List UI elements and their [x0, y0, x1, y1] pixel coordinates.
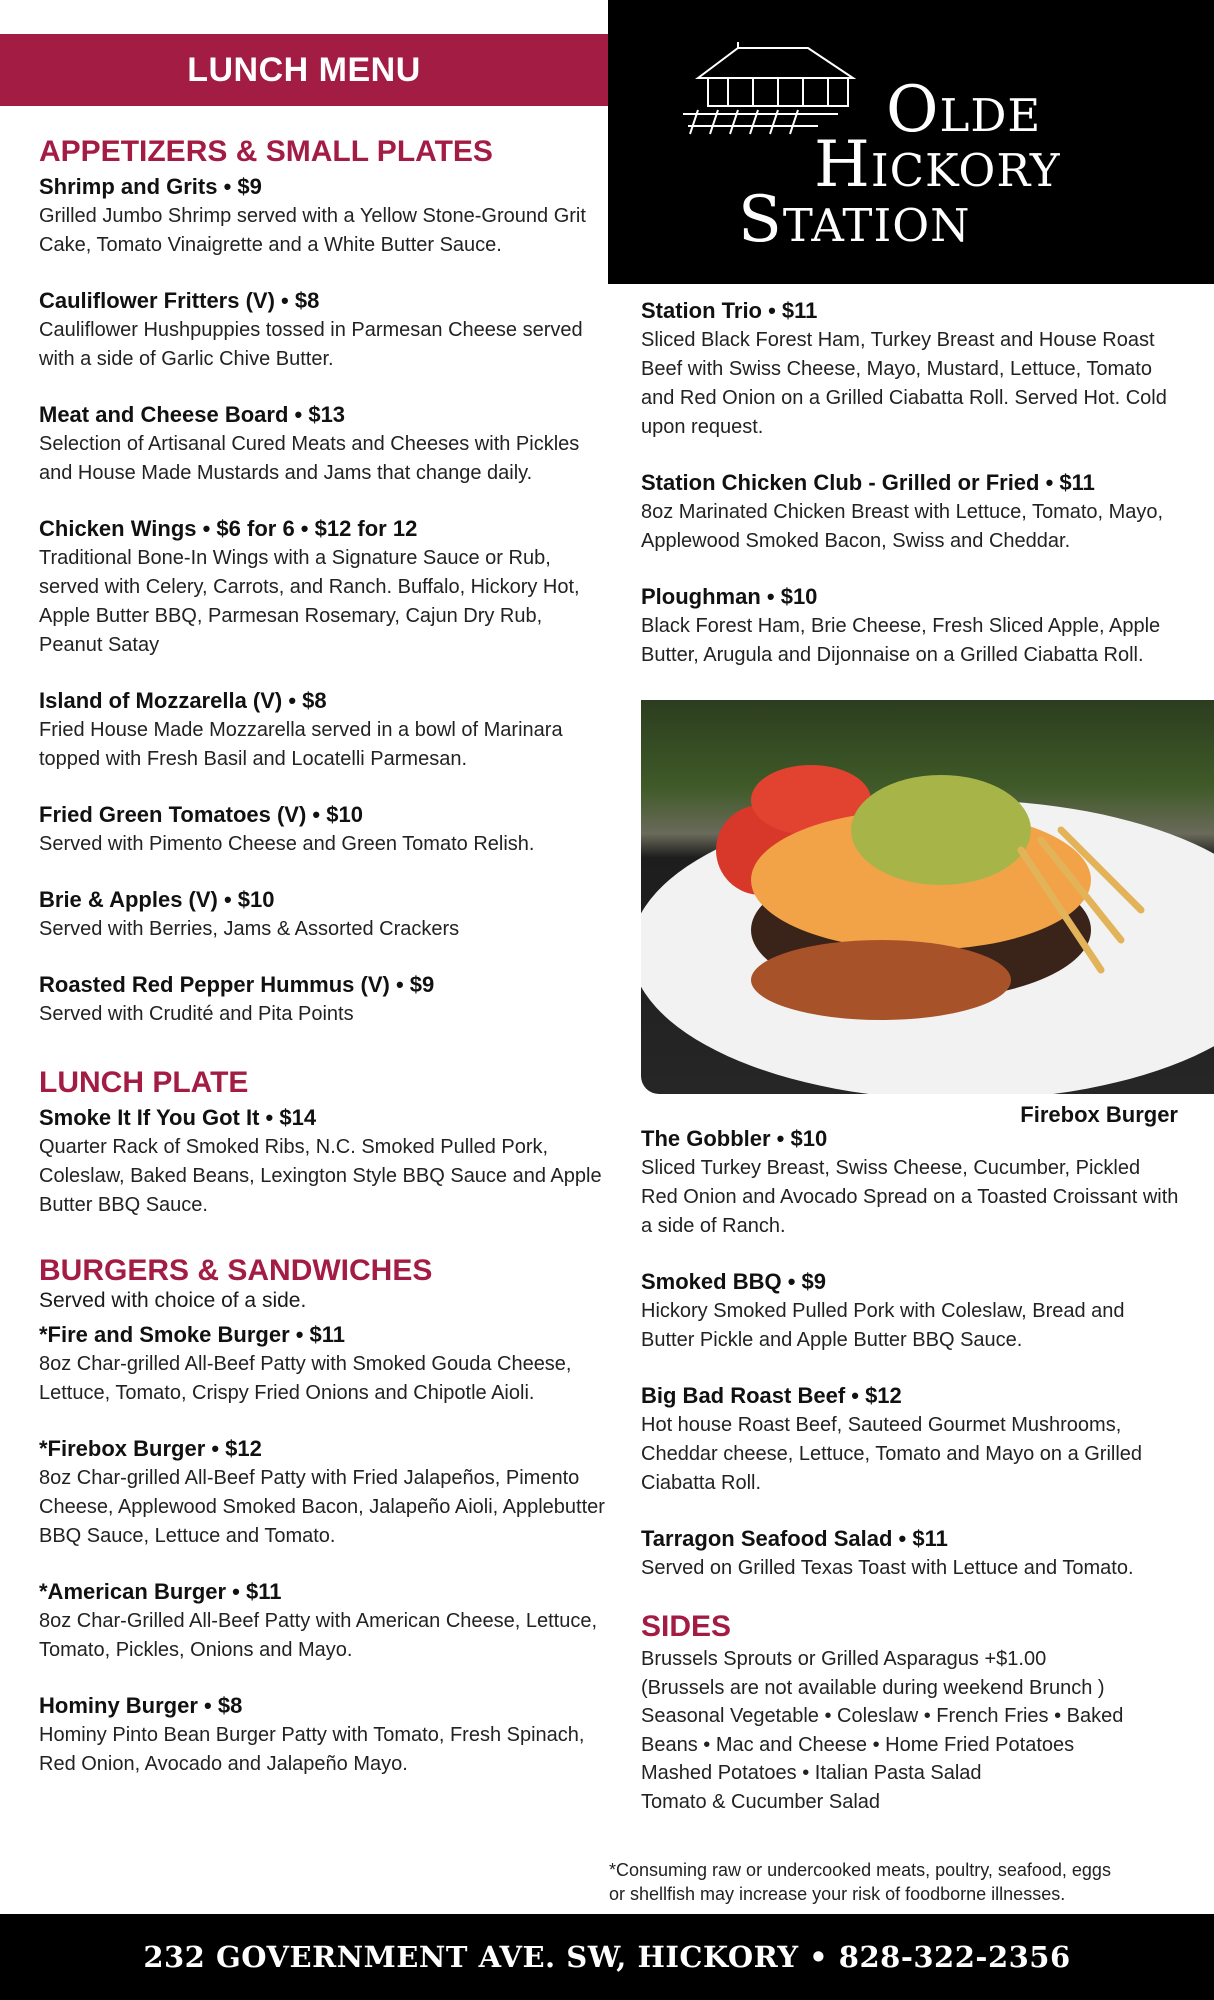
item-description: Selection of Artisanal Cured Meats and Cheeses with Pickles and House Made Mustards and Jams that change daily.: [39, 433, 580, 484]
item-title: *American Burger • $11: [39, 1579, 282, 1604]
burger-illustration: [641, 700, 1214, 1094]
sides-heading: SIDES: [641, 1610, 732, 1643]
item-title: Island of Mozzarella (V) • $8: [39, 688, 327, 713]
item-description: Sliced Black Forest Ham, Turkey Breast and House Roast Beef with Swiss Cheese, Mayo, Mustard, Lettuce, Tomato and Red Onion on a Grilled Ciabatta Roll. Served Hot. Cold upon request.: [641, 329, 1167, 438]
item-title: Big Bad Roast Beef • $12: [641, 1383, 902, 1408]
item-description: Served with Pimento Cheese and Green Tomato Relish.: [39, 833, 535, 855]
right-column-top: [641, 296, 1181, 696]
item-title: Roasted Red Pepper Hummus (V) • $9: [39, 972, 435, 997]
sides-line: Seasonal Vegetable • Coleslaw • French Fries • Baked: [641, 1705, 1124, 1727]
menu-item-american-burger: [39, 1577, 605, 1665]
sides-line: Brussels Sprouts or Grilled Asparagus +$1.00: [641, 1648, 1047, 1670]
sides-line: Beans • Mac and Cheese • Home Fried Potatoes: [641, 1733, 1075, 1756]
sides-line: Tomato & Cucumber Salad: [641, 1790, 881, 1813]
banner-title: LUNCH MENU: [187, 50, 421, 89]
burgers-heading: BURGERS & SANDWICHES: [39, 1254, 433, 1287]
menu-item-chicken-wings: [39, 514, 605, 660]
logo-word-hickory: Hickory: [814, 128, 1061, 202]
menu-item-tarragon-seafood-salad: [641, 1524, 1181, 1583]
train-station-icon: [678, 42, 898, 142]
item-title: The Gobbler • $10: [641, 1126, 828, 1151]
burgers-note: Served with choice of a side.: [39, 1289, 307, 1312]
item-description: 8oz Char-grilled All-Beef Patty with Fried Jalapeños, Pimento Cheese, Applewood Smoked Bacon, Jalapeño Aioli, Applebutter BBQ Sauce, Lettuce and Tomato.: [39, 1467, 605, 1547]
item-title: Cauliflower Fritters (V) • $8: [39, 288, 320, 313]
item-title: Hominy Burger • $8: [39, 1693, 243, 1718]
footer-address-bar: [0, 1914, 1214, 2000]
menu-item-smoke-it: [39, 1103, 605, 1220]
lunch-menu-banner: [0, 34, 608, 106]
disclaimer-line: *Consuming raw or undercooked meats, poultry, seafood, eggs: [609, 1860, 1111, 1880]
item-description: Traditional Bone-In Wings with a Signature Sauce or Rub, served with Celery, Carrots, and Ranch. Buffalo, Hickory Hot, Apple Butter BBQ, Parmesan Rosemary, Cajun Dry Rub, Peanut Satay: [39, 547, 580, 656]
menu-item-red-pepper-hummus: [39, 970, 605, 1029]
item-description: Quarter Rack of Smoked Ribs, N.C. Smoked Pulled Pork, Coleslaw, Baked Beans, Lexington Style BBQ Sauce and Apple Butter BBQ Sauce.: [39, 1136, 602, 1216]
item-title: Meat and Cheese Board • $13: [39, 402, 346, 427]
item-description: 8oz Marinated Chicken Breast with Lettuce, Tomato, Mayo, Applewood Smoked Bacon, Swiss and Cheddar.: [641, 501, 1164, 552]
sides-line: Mashed Potatoes • Italian Pasta Salad: [641, 1762, 982, 1784]
item-description: Hot house Roast Beef, Sauteed Gourmet Mushrooms, Cheddar cheese, Lettuce, Tomato and Mayo on a Grilled Ciabatta Roll.: [641, 1414, 1143, 1494]
appetizers-heading: APPETIZERS & SMALL PLATES: [39, 135, 493, 168]
menu-item-ploughman: [641, 582, 1181, 670]
menu-item-cauliflower-fritters: [39, 286, 605, 374]
item-description: Sliced Turkey Breast, Swiss Cheese, Cucumber, Pickled Red Onion and Avocado Spread on a Toasted Croissant with a side of Ranch.: [641, 1157, 1179, 1237]
menu-item-fried-green-tomatoes: [39, 800, 605, 859]
sides-list: [641, 1645, 1181, 1816]
menu-item-station-trio: [641, 296, 1181, 442]
menu-item-station-chicken-club: [641, 468, 1181, 556]
item-description: 8oz Char-grilled All-Beef Patty with Smoked Gouda Cheese, Lettuce, Tomato, Crispy Fried Onions and Chipotle Aioli.: [39, 1353, 572, 1404]
menu-item-firebox-burger: [39, 1434, 605, 1551]
menu-item-shrimp-and-grits: [39, 172, 605, 260]
item-title: Station Trio • $11: [641, 298, 818, 323]
item-description: Hickory Smoked Pulled Pork with Coleslaw, Bread and Butter Pickle and Apple Butter BBQ Sauce.: [641, 1300, 1125, 1351]
disclaimer-line: or shellfish may increase your risk of foodborne illnesses.: [609, 1884, 1066, 1904]
item-description: 8oz Char-Grilled All-Beef Patty with American Cheese, Lettuce, Tomato, Pickles, Onions and Mayo.: [39, 1610, 598, 1661]
menu-item-fire-and-smoke-burger: [39, 1320, 605, 1408]
item-title: Shrimp and Grits • $9: [39, 174, 262, 199]
item-title: Tarragon Seafood Salad • $11: [641, 1526, 948, 1551]
logo-word-olde: Olde: [886, 73, 1042, 147]
item-title: Fried Green Tomatoes (V) • $10: [39, 802, 363, 827]
left-column: [39, 132, 605, 1805]
menu-item-hominy-burger: [39, 1691, 605, 1779]
item-description: Served with Berries, Jams & Assorted Crackers: [39, 918, 460, 940]
item-description: Black Forest Ham, Brie Cheese, Fresh Sliced Apple, Apple Butter, Arugula and Dijonnaise on a Grilled Ciabatta Roll.: [641, 615, 1161, 666]
menu-item-big-bad-roast-beef: [641, 1381, 1181, 1498]
logo-panel: [608, 0, 1214, 284]
lunch-plate-heading: LUNCH PLATE: [39, 1066, 249, 1099]
item-title: Station Chicken Club - Grilled or Fried • $11: [641, 470, 1095, 495]
photo-caption: Firebox Burger: [1020, 1102, 1178, 1127]
menu-item-meat-and-cheese-board: [39, 400, 605, 488]
item-description: Served with Crudité and Pita Points: [39, 1003, 354, 1025]
food-safety-disclaimer: [609, 1858, 1209, 1906]
item-title: Smoked BBQ • $9: [641, 1269, 826, 1294]
item-title: Ploughman • $10: [641, 584, 818, 609]
menu-item-smoked-bbq: [641, 1267, 1181, 1355]
item-description: Grilled Jumbo Shrimp served with a Yellow Stone-Ground Grit Cake, Tomato Vinaigrette and a White Butter Sauce.: [39, 205, 586, 256]
item-title: Brie & Apples (V) • $10: [39, 887, 275, 912]
item-description: Served on Grilled Texas Toast with Lettuce and Tomato.: [641, 1557, 1134, 1579]
logo-word-station: Station: [738, 183, 971, 257]
item-title: *Firebox Burger • $12: [39, 1436, 262, 1461]
item-description: Fried House Made Mozzarella served in a bowl of Marinara topped with Fresh Basil and Locatelli Parmesan.: [39, 719, 563, 770]
item-description: Hominy Pinto Bean Burger Patty with Tomato, Fresh Spinach, Red Onion, Avocado and Jalapeño Mayo.: [39, 1724, 585, 1775]
right-column-bottom: [641, 1124, 1181, 1816]
item-description: Cauliflower Hushpuppies tossed in Parmesan Cheese served with a side of Garlic Chive Butter.: [39, 319, 583, 370]
menu-item-island-of-mozzarella: [39, 686, 605, 774]
menu-item-the-gobbler: [641, 1124, 1181, 1241]
item-title: *Fire and Smoke Burger • $11: [39, 1322, 346, 1347]
item-title: Chicken Wings • $6 for 6 • $12 for 12: [39, 516, 418, 541]
menu-item-brie-and-apples: [39, 885, 605, 944]
firebox-burger-photo: [641, 700, 1214, 1094]
footer-address: 232 GOVERNMENT AVE. SW, HICKORY • 828-322-2356: [143, 1940, 1071, 1974]
item-title: Smoke It If You Got It • $14: [39, 1105, 317, 1130]
sides-line: (Brussels are not available during weekend Brunch ): [641, 1676, 1105, 1699]
